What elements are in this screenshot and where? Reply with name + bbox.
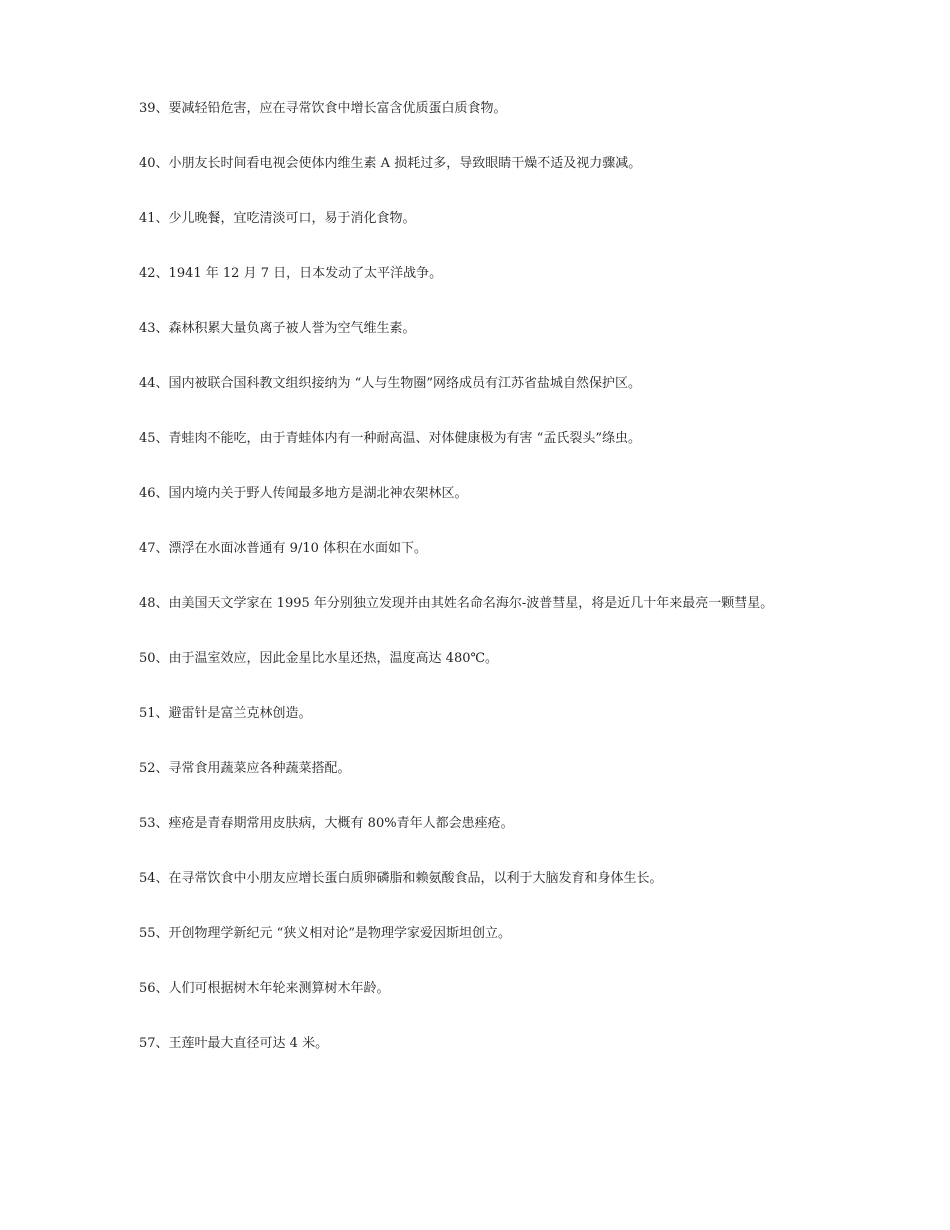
- fact-line-46: 46、国内境内关于野人传闻最多地方是湖北神农架林区。: [139, 486, 468, 501]
- fact-line-52: 52、寻常食用蔬菜应各种蔬菜搭配。: [139, 761, 351, 776]
- fact-line-56: 56、人们可根据树木年轮来测算树木年龄。: [139, 981, 390, 996]
- fact-line-53: 53、痤疮是青春期常用皮肤病，大概有 80%青年人都会患痤疮。: [139, 816, 514, 831]
- fact-line-57: 57、王莲叶最大直径可达 4 米。: [139, 1036, 329, 1051]
- fact-line-51: 51、避雷针是富兰克林创造。: [139, 706, 312, 721]
- fact-line-39: 39、要减轻铅危害，应在寻常饮食中增长富含优质蛋白质食物。: [139, 101, 507, 116]
- fact-line-44: 44、国内被联合国科教文组织接纳为 “人与生物圈”网络成员有江苏省盐城自然保护区。: [139, 376, 641, 391]
- fact-line-43: 43、森林积累大量负离子被人誉为空气维生素。: [139, 321, 416, 336]
- fact-line-54: 54、在寻常饮食中小朋友应增长蛋白质卵磷脂和赖氨酸食品，以利于大脑发育和身体生长。: [139, 871, 663, 886]
- fact-line-50: 50、由于温室效应，因此金星比水星还热，温度高达 480℃。: [139, 651, 499, 666]
- fact-line-42: 42、1941 年 12 月 7 日，日本发动了太平洋战争。: [139, 266, 443, 281]
- fact-line-47: 47、漂浮在水面冰普通有 9/10 体积在水面如下。: [139, 541, 427, 556]
- fact-line-41: 41、少儿晚餐，宜吃清淡可口，易于消化食物。: [139, 211, 416, 226]
- fact-line-55: 55、开创物理学新纪元 “狭义相对论”是物理学家爱因斯坦创立。: [139, 926, 511, 941]
- fact-line-40: 40、小朋友长时间看电视会使体内维生素 A 损耗过多，导致眼睛干燥不适及视力骤减。: [139, 156, 642, 171]
- fact-line-45: 45、青蛙肉不能吃，由于青蛙体内有一种耐高温、对体健康极为有害 “孟氏裂头”绦虫。: [139, 431, 641, 446]
- fact-list: [139, 100, 919, 1090]
- fact-line-48: 48、由美国天文学家在 1995 年分别独立发现并由其姓名命名海尔-波普彗星，将是近几十年来最亮一颗彗星。: [139, 596, 774, 611]
